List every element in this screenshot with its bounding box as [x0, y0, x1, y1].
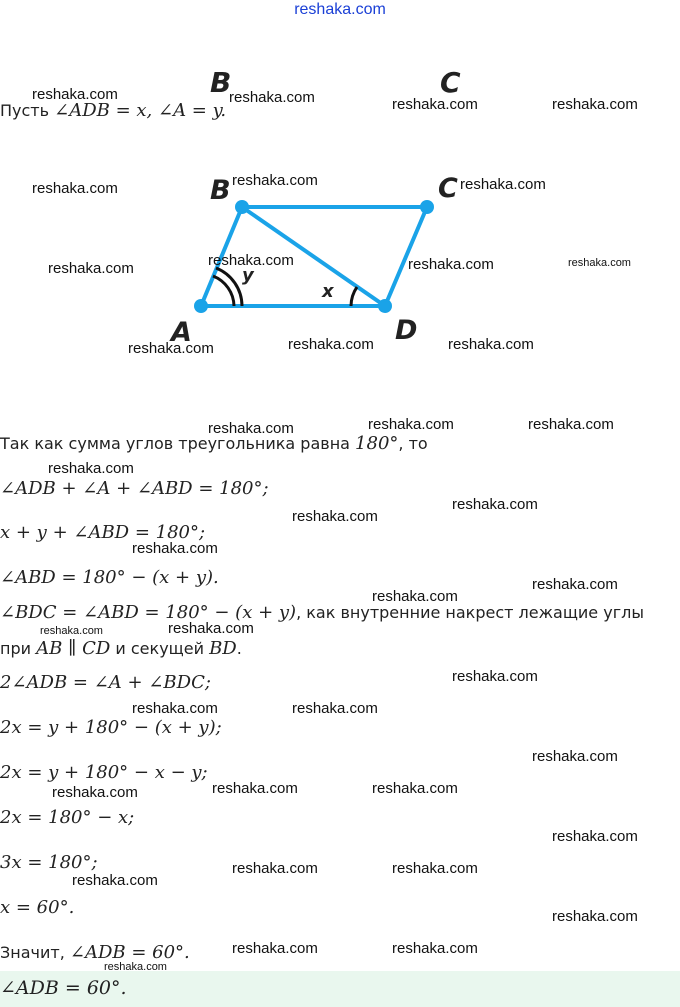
solution-line-12: x = 60°.	[0, 897, 75, 918]
angle-a-arc-inner	[213, 276, 234, 306]
watermark: reshaka.com	[568, 257, 631, 269]
solution-line-5: ∠BDC = ∠ABD = 180° − (x + y), как внутренние накрест лежащие углы	[0, 602, 644, 623]
solution-line-4: ∠ABD = 180° − (x + y).	[0, 567, 219, 588]
vertex-label-c: C	[438, 173, 458, 204]
angle-d-arc	[351, 287, 357, 306]
vertex-dot-b	[235, 200, 249, 214]
watermark: reshaka.com	[292, 508, 378, 525]
angle-label-x: x	[322, 281, 334, 302]
watermark: reshaka.com	[392, 860, 478, 877]
watermark: reshaka.com	[229, 89, 315, 106]
solution-line-7: 2∠ADB = ∠A + ∠BDC;	[0, 672, 211, 693]
watermark: reshaka.com	[232, 940, 318, 957]
vertex-dot-a	[194, 299, 208, 313]
solution-line-2: ∠ADB + ∠A + ∠ABD = 180°;	[0, 478, 269, 499]
solution-line-13: Значит, ∠ADB = 60°.	[0, 942, 190, 963]
solution-line-6: при AB ∥ CD и секущей BD.	[0, 638, 242, 659]
watermark: reshaka.com	[48, 260, 134, 277]
intro-prefix: Пусть	[0, 101, 55, 120]
watermark: reshaka.com	[232, 860, 318, 877]
site-header[interactable]: reshaka.com	[294, 1, 386, 18]
vertex-label-d: D	[395, 315, 418, 346]
watermark: reshaka.com	[168, 620, 254, 637]
watermark: reshaka.com	[72, 872, 158, 889]
watermark: reshaka.com	[460, 176, 546, 193]
watermark: reshaka.com	[212, 780, 298, 797]
watermark: reshaka.com	[104, 961, 167, 973]
watermark: reshaka.com	[372, 588, 458, 605]
answer-text: ∠ADB = 60°.	[0, 977, 127, 999]
solution-line-1: Так как сумма углов треугольника равна 180°, то	[0, 433, 428, 454]
watermark: reshaka.com	[32, 86, 118, 103]
angle-label-y: y	[242, 265, 254, 286]
watermark: reshaka.com	[452, 496, 538, 513]
top-letter-b: B	[210, 66, 232, 99]
watermark: reshaka.com	[132, 540, 218, 557]
watermark: reshaka.com	[452, 668, 538, 685]
vertex-label-b: B	[210, 175, 231, 206]
watermark: reshaka.com	[208, 420, 294, 437]
watermark: reshaka.com	[552, 828, 638, 845]
watermark: reshaka.com	[408, 256, 494, 273]
watermark: reshaka.com	[48, 460, 134, 477]
vertex-dot-c	[420, 200, 434, 214]
vertex-label-a: A	[171, 317, 192, 348]
watermark: reshaka.com	[368, 416, 454, 433]
top-letter-c: C	[440, 66, 461, 99]
watermark: reshaka.com	[392, 940, 478, 957]
vertex-dot-d	[378, 299, 392, 313]
watermark: reshaka.com	[288, 336, 374, 353]
solution-line-8: 2x = y + 180° − (x + y);	[0, 717, 222, 738]
watermark: reshaka.com	[528, 416, 614, 433]
watermark: reshaka.com	[52, 784, 138, 801]
watermark: reshaka.com	[392, 96, 478, 113]
answer-box	[0, 971, 680, 1007]
solution-line-11: 3x = 180°;	[0, 852, 98, 873]
watermark: reshaka.com	[532, 576, 618, 593]
watermark: reshaka.com	[292, 700, 378, 717]
watermark: reshaka.com	[448, 336, 534, 353]
watermark: reshaka.com	[552, 96, 638, 113]
watermark: reshaka.com	[208, 252, 294, 269]
watermark: reshaka.com	[232, 172, 318, 189]
solution-line-3: x + y + ∠ABD = 180°;	[0, 522, 206, 543]
watermark: reshaka.com	[532, 748, 618, 765]
watermark: reshaka.com	[552, 908, 638, 925]
solution-line-9: 2x = y + 180° − x − y;	[0, 762, 208, 783]
watermark: reshaka.com	[32, 180, 118, 197]
intro-math: ∠ADB = x, ∠A = y.	[54, 100, 227, 121]
watermark: reshaka.com	[40, 625, 103, 637]
solution-line-10: 2x = 180° − x;	[0, 807, 135, 828]
watermark: reshaka.com	[132, 700, 218, 717]
watermark: reshaka.com	[372, 780, 458, 797]
watermark: reshaka.com	[128, 340, 214, 357]
